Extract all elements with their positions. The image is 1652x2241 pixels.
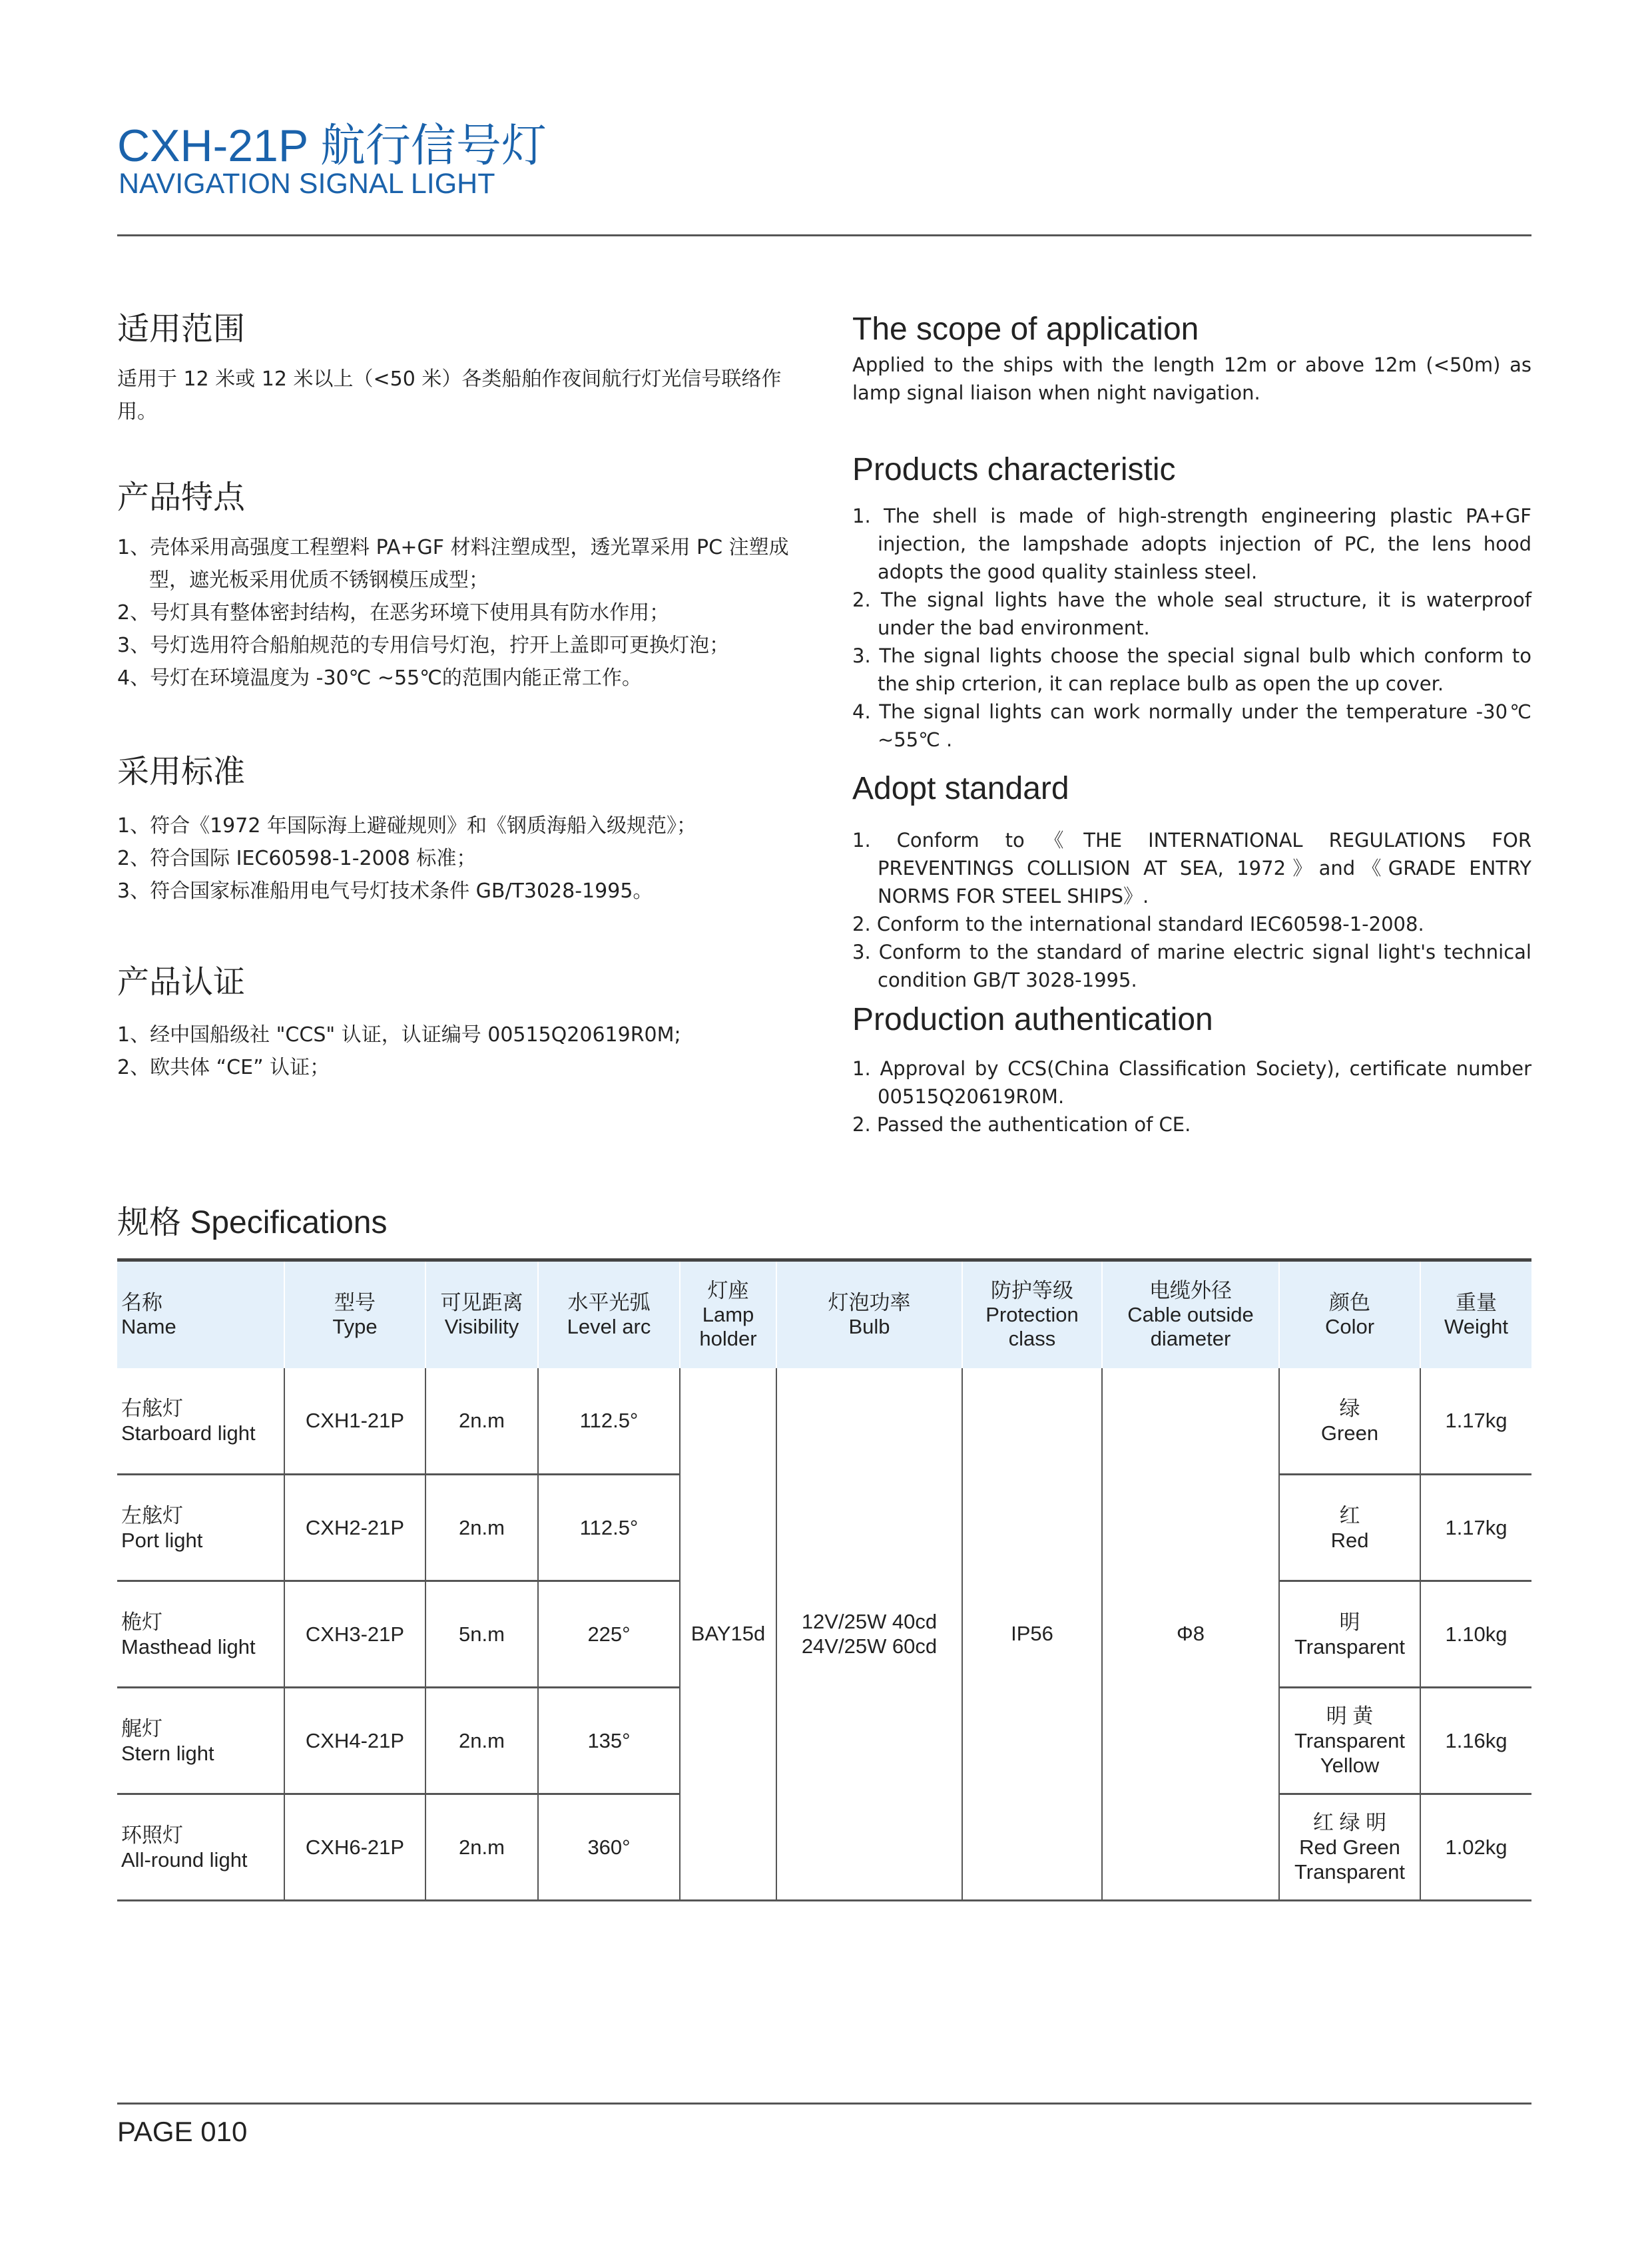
- cell-visibility: 2n.m: [425, 1794, 538, 1901]
- column-header-visibility: [425, 1260, 538, 1368]
- cell-type: CXH2-21P: [284, 1475, 425, 1581]
- cell-text: 灯座: [707, 1278, 749, 1302]
- cell-type: CXH3-21P: [284, 1581, 425, 1688]
- cell-text: Red: [1330, 1528, 1369, 1552]
- list-item: 4. The signal lights can work normally under the temperature -30℃ ~55℃ .: [852, 700, 1531, 751]
- cell-text: Lamp holder: [699, 1302, 757, 1350]
- cell-visibility: 2n.m: [425, 1368, 538, 1475]
- list-item: 2、符合国际 IEC60598-1-2008 标准；: [117, 847, 477, 870]
- cn-scope-text: 适用于 12 米或 12 米以上（<50 米）各类船舶作夜间航行灯光信号联络作用。: [117, 368, 782, 423]
- column-header-protection: [962, 1260, 1102, 1368]
- cell-arc: 135°: [538, 1688, 680, 1794]
- cell-color: [1279, 1581, 1420, 1688]
- en-scope-heading: The scope of application: [852, 312, 1199, 347]
- cn-certification-section: [117, 963, 790, 1084]
- list-item: 1、壳体采用高强度工程塑料 PA+GF 材料注塑成型，透光罩采用 PC 注塑成型，遮光板采用优质不锈钢模压成型；: [117, 536, 789, 592]
- cn-certification-heading: 产品认证: [117, 965, 246, 1000]
- cell-text: Masthead light: [121, 1634, 256, 1658]
- cell-text: Transparent: [1294, 1634, 1405, 1658]
- page-number: PAGE 010: [117, 2116, 248, 2147]
- cell-text: Weight: [1444, 1314, 1508, 1338]
- cell-weight: 1.16kg: [1420, 1688, 1531, 1794]
- list-item: 1. Approval by CCS(China Classification Society), certificate number 00515Q20619R0M.: [852, 1057, 1531, 1108]
- specifications-heading: 规格 Specifications: [117, 1205, 388, 1240]
- column-header-level-arc: [538, 1260, 680, 1368]
- cell-text: 名称: [121, 1290, 162, 1314]
- cell-text: 环照灯: [121, 1823, 183, 1847]
- column-header-bulb: [776, 1260, 962, 1368]
- cell-weight: 1.17kg: [1420, 1475, 1531, 1581]
- column-header-type: [284, 1260, 425, 1368]
- cell-text: 明 黄: [1326, 1704, 1374, 1728]
- specifications-table: [117, 1258, 1531, 1901]
- cell-type: CXH6-21P: [284, 1794, 425, 1901]
- list-item: 2、欧共体 “CE” 认证；: [117, 1056, 330, 1079]
- cell-name: [117, 1794, 284, 1901]
- cell-visibility: 5n.m: [425, 1581, 538, 1688]
- cell-text: 绿: [1339, 1396, 1360, 1420]
- cell-text: 型号: [334, 1290, 376, 1314]
- column-header-name: [117, 1260, 284, 1368]
- list-item: 3. Conform to the standard of marine electric signal light's technical condition GB/T 3028-1995.: [852, 941, 1531, 991]
- cell-text: Type: [332, 1314, 378, 1338]
- cn-features-section: [117, 478, 790, 694]
- en-certification-heading: Production authentication: [852, 1002, 1213, 1037]
- cell-weight: 1.10kg: [1420, 1581, 1531, 1688]
- cell-text: Protection class: [985, 1302, 1079, 1350]
- cell-arc: 112.5°: [538, 1368, 680, 1475]
- cn-standards-heading: 采用标准: [117, 754, 246, 790]
- footer-divider: [117, 2103, 1531, 2105]
- cell-color: [1279, 1688, 1420, 1794]
- cell-lamp-holder: BAY15d: [680, 1368, 776, 1901]
- cell-text: 颜色: [1329, 1290, 1370, 1314]
- cell-text: Port light: [121, 1528, 203, 1552]
- cell-text: All-round light: [121, 1848, 248, 1871]
- cell-text: Stern light: [121, 1741, 214, 1765]
- en-standards-heading: Adopt standard: [852, 771, 1069, 806]
- list-item: 3、号灯选用符合船舶规范的专用信号灯泡，拧开上盖即可更换灯泡；: [117, 634, 730, 657]
- page-title: CXH-21P 航行信号灯: [117, 121, 547, 171]
- cell-text: 明: [1339, 1610, 1360, 1634]
- cell-arc: 112.5°: [538, 1475, 680, 1581]
- cell-name: [117, 1581, 284, 1688]
- cell-text: Visibility: [444, 1314, 519, 1338]
- column-header-lamp-holder: [680, 1260, 776, 1368]
- cell-text: 桅灯: [121, 1610, 162, 1634]
- cell-color: [1279, 1368, 1420, 1475]
- cell-text: 红 绿 明: [1312, 1811, 1387, 1834]
- cell-text: 左舷灯: [121, 1503, 183, 1527]
- list-item: 1. The shell is made of high-strength engineering plastic PA+GF injection, the lampshade adopts injection of PC, the lens hood adopts the good quality stainless steel.: [852, 505, 1531, 583]
- cell-cable: Φ8: [1102, 1368, 1279, 1901]
- cell-text: 红: [1339, 1503, 1360, 1527]
- cell-arc: 360°: [538, 1794, 680, 1901]
- cell-text: 灯泡功率: [828, 1290, 911, 1314]
- cell-visibility: 2n.m: [425, 1688, 538, 1794]
- column-header-cable: [1102, 1260, 1279, 1368]
- list-item: 1、符合《1972 年国际海上避碰规则》和《钢质海船入级规范》；: [117, 814, 696, 838]
- cn-scope-section: [117, 310, 790, 428]
- header-divider: [117, 234, 1531, 236]
- list-item: 2. The signal lights have the whole seal structure, it is waterproof under the bad environment.: [852, 589, 1531, 639]
- list-item: 1、经中国船级社 "CCS" 认证，认证编号 00515Q20619R0M;: [117, 1023, 681, 1047]
- cell-name: [117, 1688, 284, 1794]
- list-item: 2、号灯具有整体密封结构，在恶劣环境下使用具有防水作用；: [117, 601, 670, 624]
- cell-text: 防护等级: [991, 1278, 1073, 1302]
- column-header-weight: [1420, 1260, 1531, 1368]
- cell-arc: 225°: [538, 1581, 680, 1688]
- cell-text: Color: [1324, 1314, 1375, 1338]
- cell-visibility: 2n.m: [425, 1475, 538, 1581]
- table-header-row: [117, 1260, 1531, 1368]
- cell-text: Transparent Yellow: [1294, 1729, 1405, 1777]
- page-subtitle: NAVIGATION SIGNAL LIGHT: [119, 168, 495, 200]
- cell-type: CXH1-21P: [284, 1368, 425, 1475]
- list-item: 1. Conform to《THE INTERNATIONAL REGULATIONS FOR PREVENTINGS COLLISION AT SEA, 1972》and《GRADE ENTRY NORMS FOR STEEL SHIPS》.: [852, 829, 1531, 907]
- cell-bulb: [776, 1368, 962, 1901]
- en-features-heading: Products characteristic: [852, 452, 1176, 487]
- cell-text: Cable outside diameter: [1127, 1302, 1254, 1350]
- cell-text: 艉灯: [121, 1716, 162, 1740]
- cell-weight: 1.02kg: [1420, 1794, 1531, 1901]
- cell-text: 12V/25W 40cd: [801, 1609, 938, 1633]
- cell-text: Green: [1320, 1421, 1379, 1445]
- cell-text: Starboard light: [121, 1421, 256, 1445]
- cell-weight: 1.17kg: [1420, 1368, 1531, 1475]
- list-item: 3. The signal lights choose the special signal bulb which conform to the ship crterion, it can replace bulb as open the up cover.: [852, 644, 1531, 695]
- cell-color: [1279, 1794, 1420, 1901]
- cell-text: Level arc: [567, 1314, 651, 1338]
- cn-scope-heading: 适用范围: [117, 312, 246, 347]
- en-features-section: [852, 450, 1531, 754]
- column-header-color: [1279, 1260, 1420, 1368]
- cell-text: Red Green Transparent: [1294, 1836, 1405, 1883]
- en-scope-section: [852, 310, 1531, 407]
- cell-text: 电缆外径: [1149, 1278, 1232, 1302]
- cell-text: 重量: [1456, 1290, 1497, 1314]
- cell-text: Bulb: [848, 1314, 890, 1338]
- list-item: 2. Conform to the international standard IEC60598-1-2008.: [852, 913, 1424, 935]
- cell-text: 右舷灯: [121, 1396, 183, 1420]
- cell-type: CXH4-21P: [284, 1688, 425, 1794]
- list-item: 2. Passed the authentication of CE.: [852, 1113, 1191, 1136]
- cell-name: [117, 1475, 284, 1581]
- cell-protection: IP56: [962, 1368, 1102, 1901]
- en-scope-text: Applied to the ships with the length 12m or above 12m (<50m) as lamp signal liaison when night navigation.: [852, 354, 1531, 404]
- table-row: [117, 1368, 1531, 1475]
- cell-text: 24V/25W 60cd: [801, 1634, 938, 1658]
- cn-features-heading: 产品特点: [117, 480, 246, 515]
- cell-text: 水平光弧: [567, 1290, 651, 1314]
- list-item: 3、符合国家标准船用电气号灯技术条件 GB/T3028-1995。: [117, 879, 653, 903]
- cn-standards-section: [117, 752, 790, 907]
- cell-text: 可见距离: [440, 1290, 523, 1314]
- list-item: 4、号灯在环境温度为 -30℃ ~55℃的范围内能正常工作。: [117, 666, 642, 690]
- cell-name: [117, 1368, 284, 1475]
- en-standards-section: [852, 769, 1531, 994]
- en-certification-section: [852, 1000, 1531, 1138]
- cell-color: [1279, 1475, 1420, 1581]
- cell-text: Name: [121, 1314, 176, 1338]
